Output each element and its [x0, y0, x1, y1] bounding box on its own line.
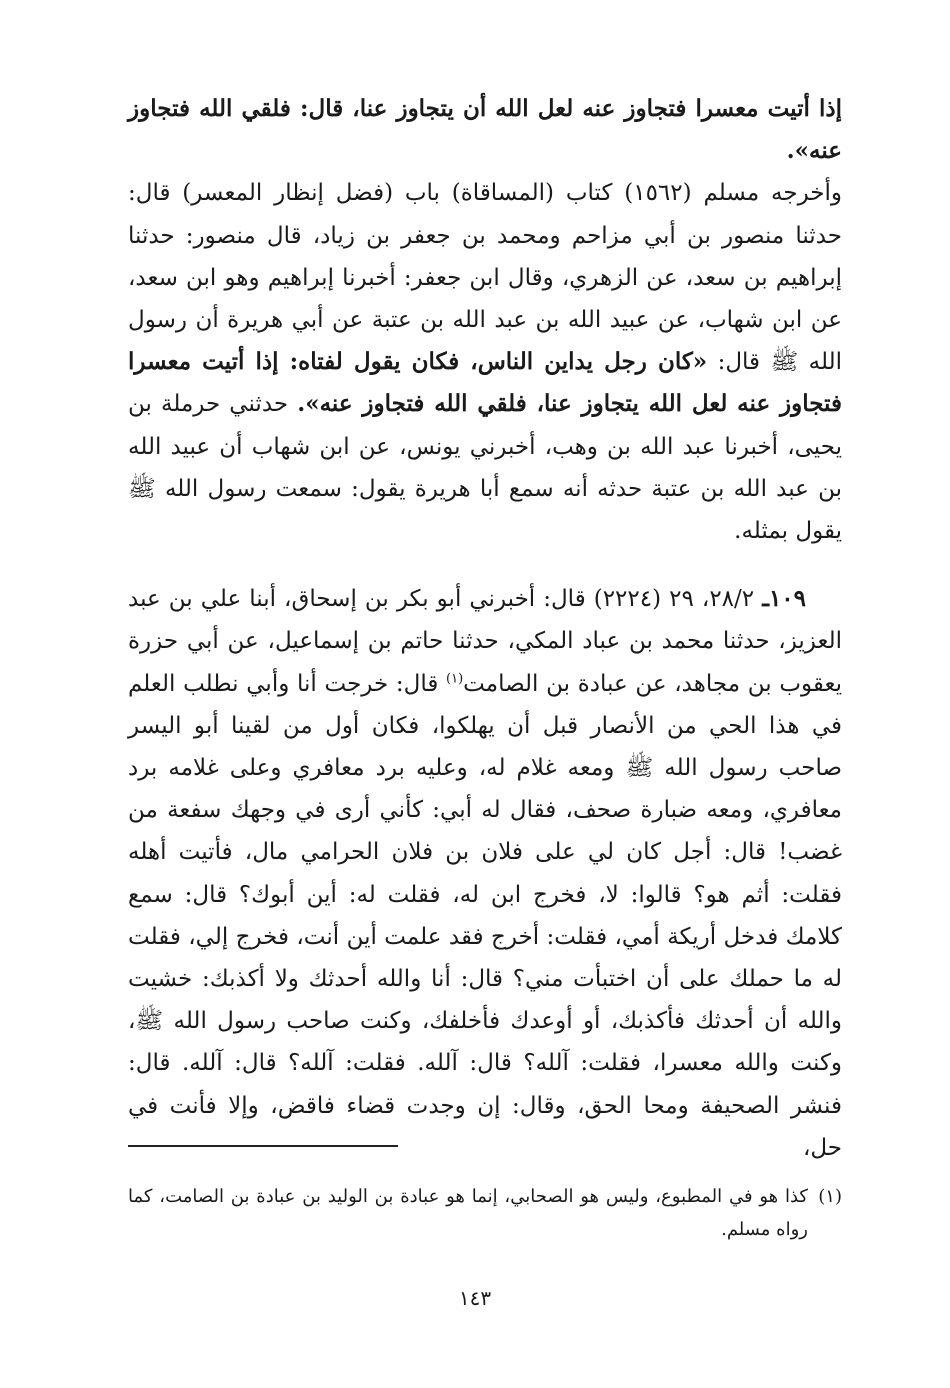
hadith-quote-end: إذا أتيت معسرا فتجاوز عنه لعل الله أن يتجاوز عنا، قال: فلقي الله فتجاوز عنه». [128, 95, 842, 165]
hadith-number: ١٠٩ـ [762, 585, 806, 613]
page-body [128, 88, 842, 1169]
page-number: ١٤٣ [458, 1286, 492, 1310]
footnote-text: كذا هو في المطبوع، وليس هو الصحابي، إنما هو عبادة بن الوليد بن عبادة بن الصامت، كما رواه مسلم. [128, 1186, 808, 1240]
paragraph-1 [128, 88, 842, 552]
paragraph-1-text-a: وأخرجه مسلم (١٥٦٢) كتاب (المساقاة) باب (فضل إنظار المعسر) قال: حدثنا منصور بن أبي مزاحم ومحمد بن جعفر بن زياد، قال منصور: حدثنا إبراهيم بن سعد، عن الزهري، وقال ابن جعفر: أخبرنا إبراهيم وهو ابن سعد، عن ابن شهاب، عن عبيد الله بن عبد الله بن عتبة عن أبي هريرة أن رسول الله ﷺ قال: [128, 180, 843, 376]
footnotes [128, 1180, 842, 1246]
paragraph-2-text-b: قال: خرجت أنا وأبي نطلب العلم في هذا الحي من الأنصار قبل أن يهلكوا، فكان أول من لقينا أبو اليسر صاحب رسول الله ﷺ ومعه غلام له، وعليه برد معافري وعلى غلامه برد معافري، ومعه ضبارة صحف، فقال له أبي: كأني أرى في وجهك سفعة من غضب! قال: أجل كان لي على فلان بن فلان الحرامي مال، فأتيت أهله فقلت: أثم هو؟ قالوا: لا، فخرج ابن له، فقلت له: أين أبوك؟ قال: سمع كلامك فدخل أريكة أمي، فقلت: أخرج فقد علمت أين أنت، فخرج إلي، فقلت له ما حملك على أن اختبأت مني؟ قال: أنا والله أحدثك ولا أكذبك: خشيت والله أن أحدثك فأكذبك، أو أوعدك فأخلفك، وكنت صاحب رسول الله ﷺ، وكنت والله معسرا، فقلت: آلله؟ قال: آلله. فقلت: آلله؟ قال: آلله. قال: فنشر الصحيفة ومحا الحق، وقال: إن وجدت قضاء فاقض، وإلا فأنت في حل، [128, 670, 842, 1161]
paragraph-2-text-a: ٢٨/٢، ٢٩ (٢٢٢٤) قال: أخبرني أبو بكر بن إسحاق، أبنا علي بن عبد العزيز، حدثنا محمد بن عباد المكي، حدثنا حاتم بن إسماعيل، عن أبي حزرة يعقوب بن مجاهد، عن عبادة بن الصامت [128, 586, 843, 697]
footnote-reference: (١) [446, 670, 464, 686]
main-text [128, 88, 842, 1169]
hadith-quote: «كان رجل يداين الناس، فكان يقول لفتاه: إذا أتيت معسرا فتجاوز عنه لعل الله يتجاوز عنا، فلقي الله فتجاوز عنه». [128, 348, 842, 418]
paragraph-2 [128, 578, 842, 1169]
footnote-number: (١) [818, 1186, 842, 1207]
paragraph-1-text-b: حدثني حرملة بن يحيى، أخبرنا عبد الله بن وهب، أخبرني يونس، عن ابن شهاب أن عبيد الله بن عبد الله بن عتبة حدثه أنه سمع أبا هريرة يقول: سمعت رسول الله ﷺ يقول بمثله. [128, 391, 842, 545]
paragraph-gap [128, 552, 842, 578]
footnote-item [128, 1180, 842, 1246]
footnote-divider [128, 1145, 398, 1147]
